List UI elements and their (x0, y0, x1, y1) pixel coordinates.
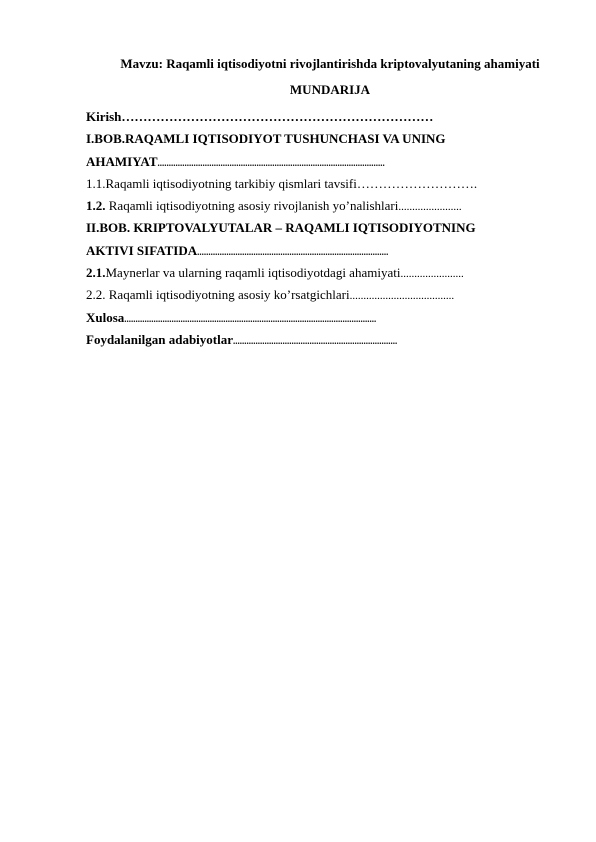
toc-entry-chapter-2-cont[interactable] (86, 240, 536, 262)
toc-entry-number: 2.1. (86, 265, 106, 281)
toc-entry-1-2[interactable] (86, 195, 536, 217)
toc-leader: ......................................................................... (233, 335, 398, 346)
toc-entry-xulosa[interactable] (86, 307, 536, 329)
toc-heading: MUNDARIJA (289, 82, 371, 97)
toc-leader: ................................................................................................................ (124, 313, 377, 324)
toc-entry-number: 1.2. (86, 198, 106, 214)
toc-entry-chapter-1-cont[interactable] (86, 151, 536, 173)
toc-entry-text: Foydalanilgan adabiyotlar (86, 331, 233, 347)
toc-entry-references[interactable] (86, 329, 536, 351)
toc-entry-text: AHAMIYAT (86, 153, 158, 169)
toc-entry-text: 1.1.Raqamli iqtisodiyotning tarkibiy qismlari tavsifi (86, 175, 357, 191)
toc-entry-text: II.BOB. KRIPTOVALYUTALAR – RAQAMLI IQTISODIYOTNING (86, 220, 476, 236)
toc-leader: ………………………. (356, 175, 478, 191)
toc-entry-chapter-1[interactable] (86, 128, 536, 150)
toc-entry-text: 2.2. Raqamli iqtisodiyotning asosiy ko’rsatgichlari (86, 287, 350, 303)
document-title: Mavzu: Raqamli iqtisodiyotni rivojlantirishda kriptovalyutaning ahamiyati (120, 56, 540, 71)
toc-leader: ..................................................................................................... (157, 157, 385, 168)
toc-leader: ....................... (400, 268, 464, 281)
toc-leader: ……………………………………………………………… (121, 109, 434, 124)
toc-entry-2-1[interactable] (86, 262, 536, 284)
toc-entry-chapter-2[interactable] (86, 217, 536, 239)
toc-entry-text: Maynerlar va ularning raqamli iqtisodiyotdagi ahamiyati (105, 265, 401, 281)
toc-leader: ....................... (398, 201, 462, 214)
table-of-contents (86, 106, 536, 351)
toc-entry-text: AKTIVI SIFATIDA (86, 242, 198, 258)
toc-entry-text: Xulosa (86, 309, 125, 325)
toc-entry-text: I.BOB.RAQAMLI IQTISODIYOT TUSHUNCHASI VA UNING (86, 131, 446, 147)
toc-leader: ...................................... (349, 290, 455, 303)
toc-leader: ..................................................................................... (197, 246, 389, 257)
toc-entry-kirish[interactable] (86, 106, 536, 128)
toc-entry-2-2[interactable] (86, 284, 536, 306)
toc-entry-text: Raqamli iqtisodiyotning asosiy rivojlanish yo’nalishlari (105, 198, 399, 214)
toc-entry-text: Kirish (86, 109, 122, 124)
toc-entry-1-1[interactable] (86, 173, 536, 195)
